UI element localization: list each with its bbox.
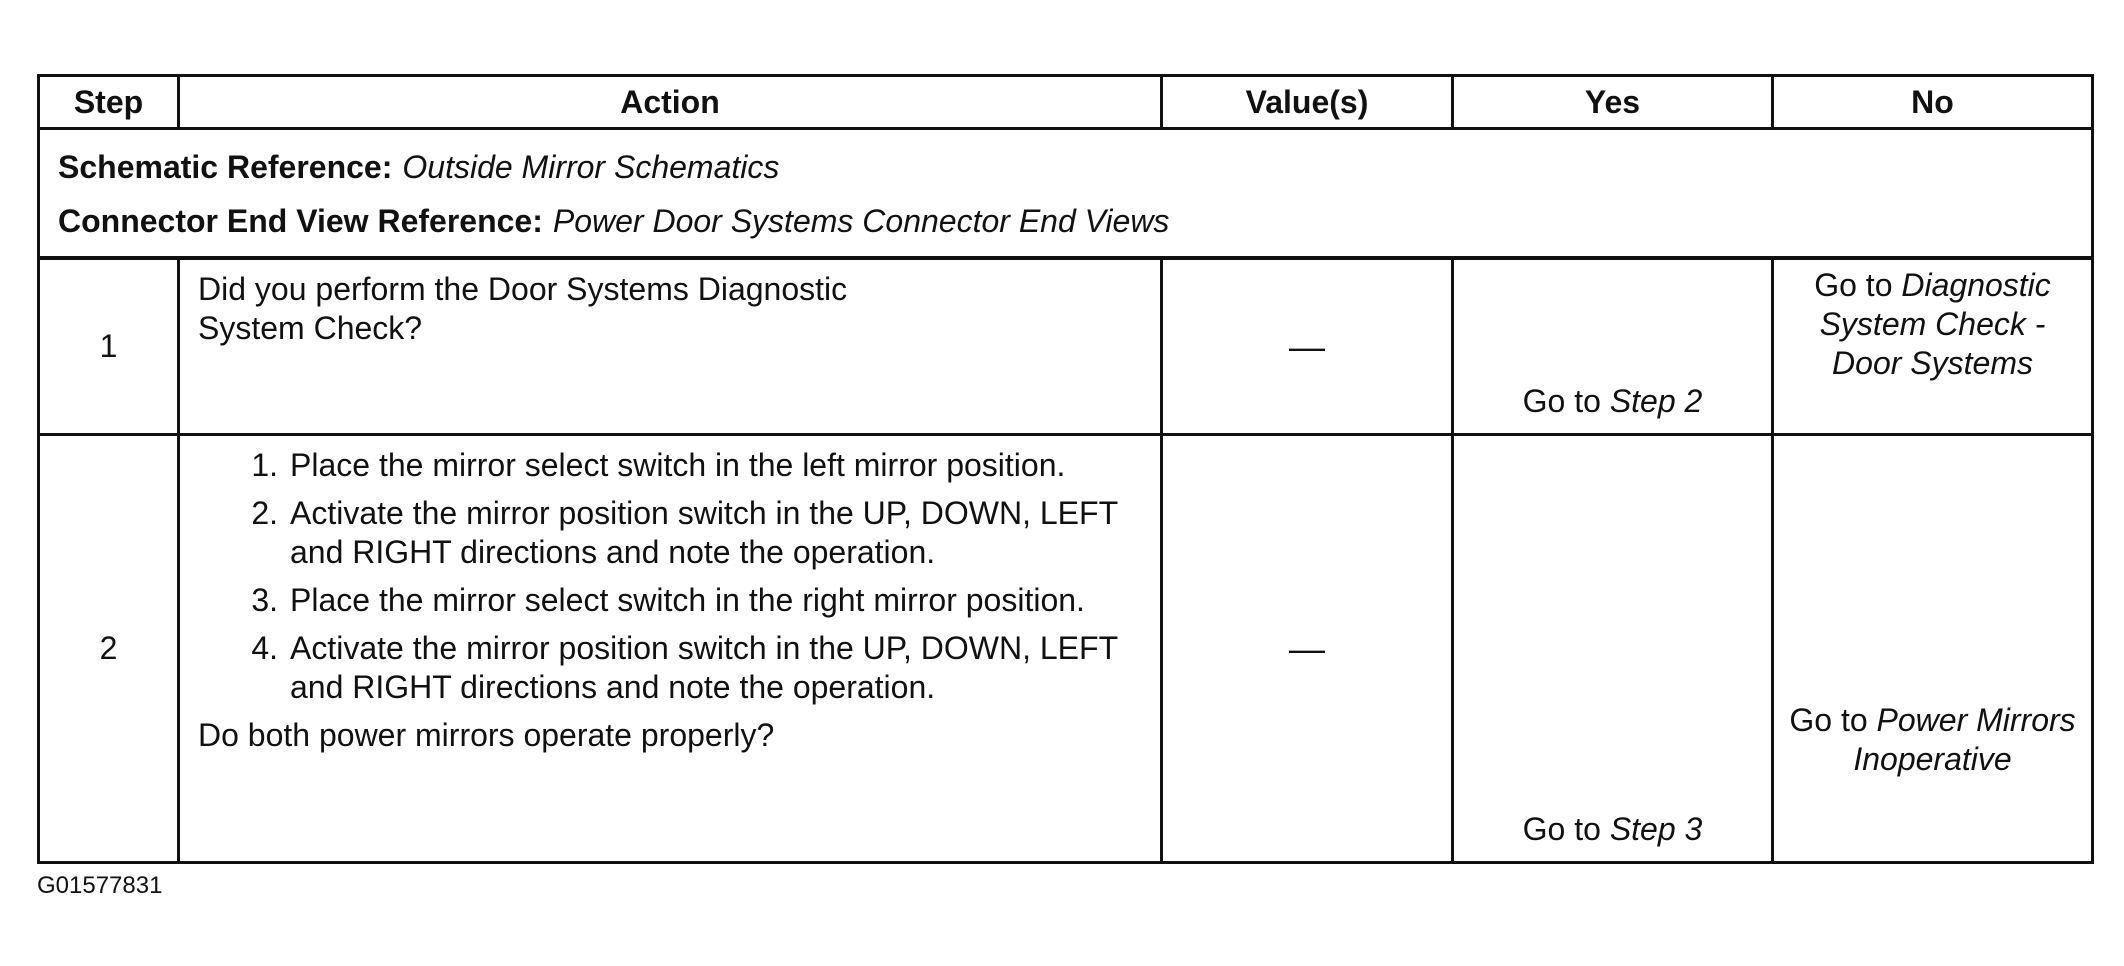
substeps-list — [198, 446, 1142, 707]
header-action: Action — [179, 76, 1162, 129]
substep-text: Activate the mirror position switch in the UP, DOWN, LEFT and RIGHT directions and note the operation. — [290, 494, 1118, 570]
no-cell — [1773, 434, 2093, 862]
action-question: Did you perform the Door Systems Diagnostic System Check? — [198, 271, 848, 346]
substep-number: 3. — [251, 581, 278, 618]
yes-link[interactable]: Step 2 — [1609, 382, 1703, 419]
yes-link[interactable]: Step 3 — [1609, 810, 1703, 847]
yes-prefix: Go to — [1522, 382, 1610, 419]
yes-cell — [1453, 258, 1773, 434]
connector-reference-link[interactable]: Power Door Systems Connector End Views — [552, 202, 1170, 239]
values-cell: — — [1162, 258, 1453, 434]
no-link[interactable]: Diagnostic System Check - Door Systems — [1819, 267, 2051, 381]
header-values: Value(s) — [1162, 76, 1453, 129]
list-item — [198, 581, 1142, 620]
no-link[interactable]: Power Mirrors Inoperative — [1853, 702, 2076, 777]
step-number: 1 — [39, 258, 179, 434]
substep-number: 4. — [251, 629, 278, 666]
reference-row — [39, 129, 2093, 259]
action-cell — [179, 434, 1162, 862]
table-row — [39, 258, 2093, 434]
table-row — [39, 434, 2093, 862]
no-prefix: Go to — [1789, 702, 1877, 738]
step-number: 2 — [39, 434, 179, 862]
substep-number: 1. — [251, 446, 278, 483]
diagnostic-table — [37, 74, 2094, 864]
header-yes: Yes — [1453, 76, 1773, 129]
schematic-reference-label: Schematic Reference: — [58, 148, 393, 185]
substep-text: Place the mirror select switch in the right mirror position. — [290, 581, 1085, 618]
connector-reference-label: Connector End View Reference: — [58, 202, 543, 239]
list-item — [198, 629, 1142, 707]
list-item — [198, 494, 1142, 572]
header-row — [39, 76, 2093, 129]
reference-cell — [39, 129, 2093, 259]
header-step: Step — [39, 76, 179, 129]
action-question: Do both power mirrors operate properly? — [198, 716, 775, 753]
substep-text: Place the mirror select switch in the left mirror position. — [290, 446, 1066, 483]
substep-number: 2. — [251, 494, 278, 531]
header-no: No — [1773, 76, 2093, 129]
yes-prefix: Go to — [1522, 810, 1610, 847]
yes-cell — [1453, 434, 1773, 862]
no-cell — [1773, 258, 2093, 434]
list-item — [198, 446, 1142, 485]
no-prefix: Go to — [1814, 267, 1902, 303]
schematic-reference-link[interactable]: Outside Mirror Schematics — [402, 148, 780, 185]
values-cell: — — [1162, 434, 1453, 862]
figure-code: G01577831 — [37, 872, 163, 899]
schematic-reference — [58, 140, 2073, 194]
connector-reference — [58, 194, 2073, 248]
substep-text: Activate the mirror position switch in the UP, DOWN, LEFT and RIGHT directions and note the operation. — [290, 629, 1118, 705]
action-cell — [179, 258, 1162, 434]
